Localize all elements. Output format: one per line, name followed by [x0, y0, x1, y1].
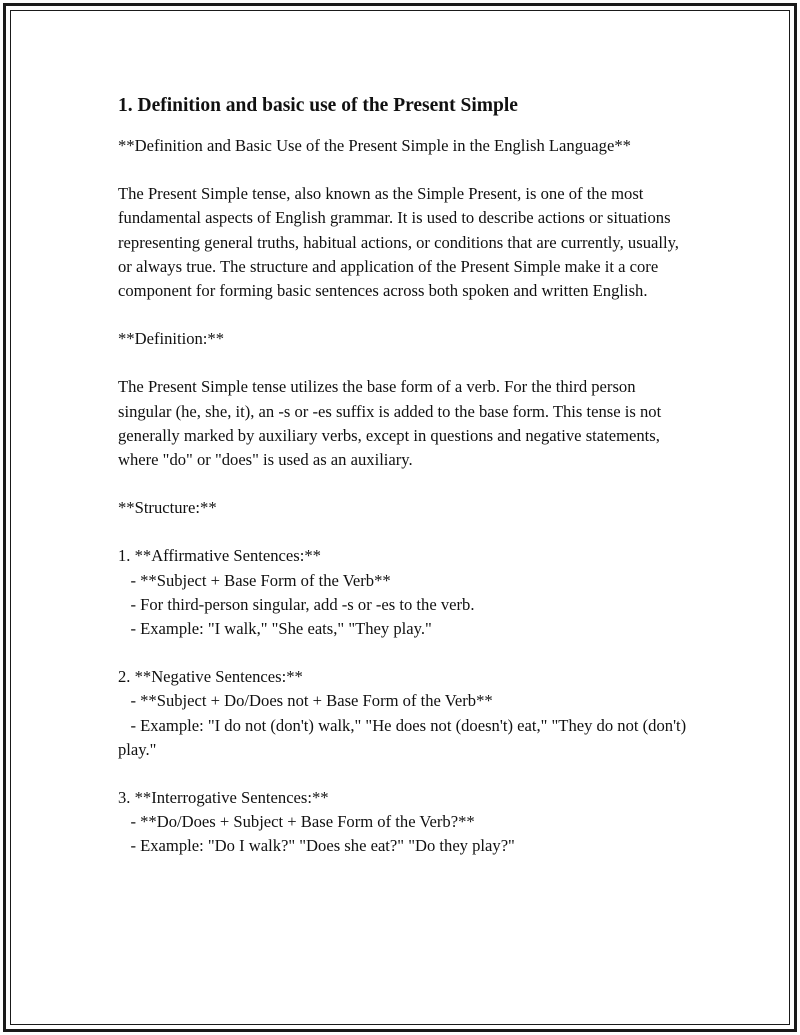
structure-item-line: - Example: "Do I walk?" "Does she eat?" "Do they play?" [118, 836, 515, 856]
structure-item-line: - Example: "I do not (don't) walk," "He does not (doesn't) eat," "They do not (don't) play." [118, 715, 691, 759]
intro-paragraph: The Present Simple tense, also known as the Simple Present, is one of the most fundamental aspects of English grammar. It is used to describe actions or situations representing general truths, habitual actions, or conditions that are currently, usually, or always true. The structure and application of the Present Simple make it a core component for forming basic sentences across both spoken and written English. [118, 184, 679, 301]
structure-item-negative [118, 665, 691, 762]
structure-item-title: 3. **Interrogative Sentences:** [118, 788, 329, 808]
structure-item-line: - For third-person singular, add -s or -es to the verb. [118, 594, 475, 614]
structure-item-title: 2. **Negative Sentences:** [118, 667, 303, 687]
document-body [118, 93, 691, 883]
definition-paragraph: The Present Simple tense utilizes the base form of a verb. For the third person singular (he, she, it), an -s or -es suffix is added to the base form. This tense is not generally marked by auxiliary verbs, except in questions and negative statements, where "do" or "does" is used as an auxiliary. [118, 377, 662, 470]
structure-label: **Structure:** [118, 498, 217, 518]
structure-item-affirmative [118, 544, 688, 641]
definition-label: **Definition:** [118, 329, 225, 349]
document-subtitle: **Definition and Basic Use of the Present Simple in the English Language** [118, 136, 631, 155]
structure-item-line: - **Subject + Base Form of the Verb** [118, 570, 391, 590]
structure-item-line: - **Do/Does + Subject + Base Form of the Verb?** [118, 812, 475, 832]
structure-item-line: - Example: "I walk," "She eats," "They play." [118, 619, 432, 639]
structure-item-interrogative [118, 786, 688, 859]
section-heading: 1. Definition and basic use of the Present Simple [118, 95, 518, 116]
structure-item-line: - **Subject + Do/Does not + Base Form of the Verb** [118, 691, 493, 711]
structure-item-title: 1. **Affirmative Sentences:** [118, 546, 321, 566]
